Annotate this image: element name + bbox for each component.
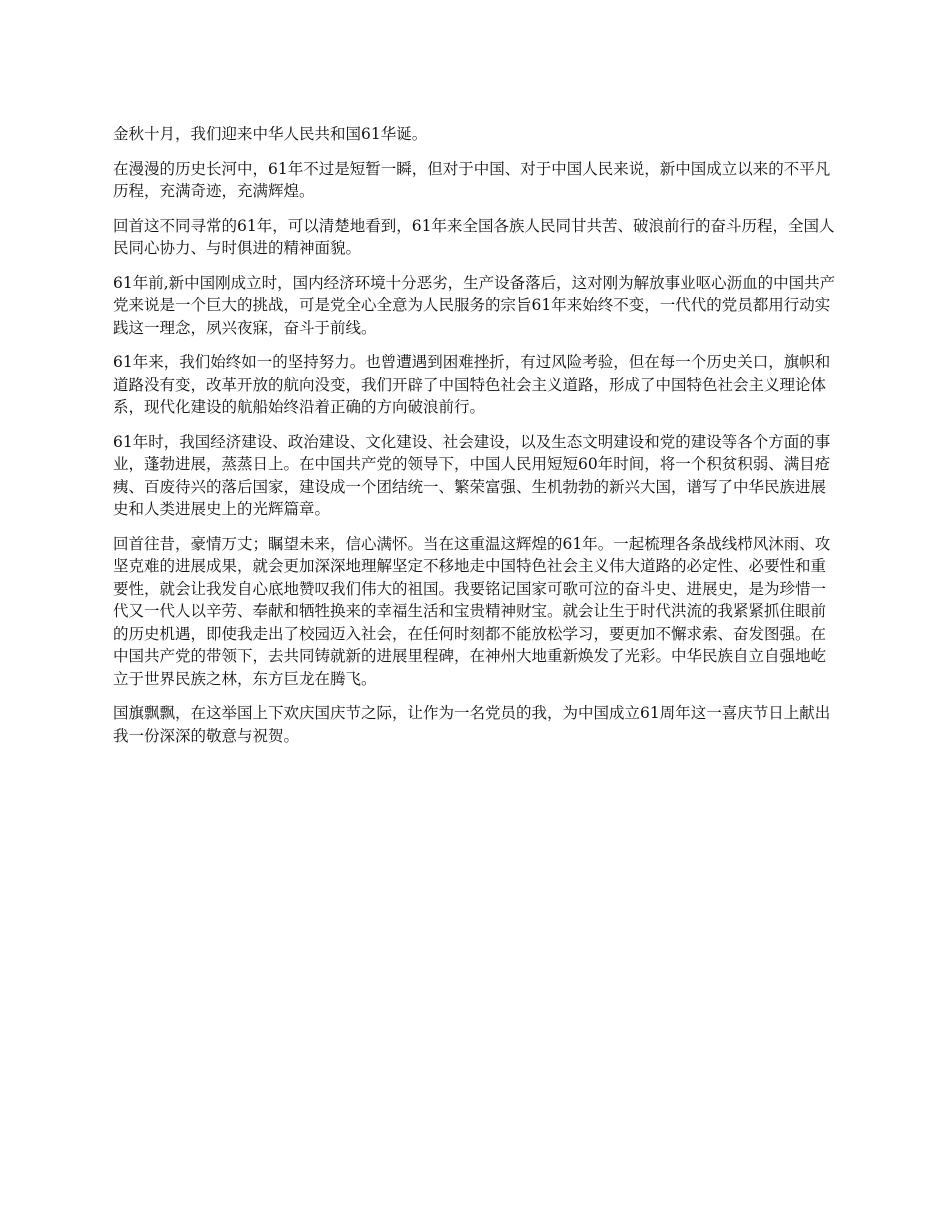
- paragraph-8: 国旗飘飘，在这举国上下欢庆国庆节之际，让作为一名党员的我，为中国成立61周年这一喜庆节日上献出我一份深深的敬意与祝贺。: [113, 704, 831, 745]
- document-body: [113, 123, 837, 759]
- paragraph-4: 61年前,新中国刚成立时，国内经济环境十分恶劣，生产设备落后，这对刚为解放事业呕心沥血的中国共产党来说是一个巨大的挑战，可是党全心全意为人民服务的宗旨61年来始终不变，一代代的党员都用行动实践这一理念，夙兴夜寐，奋斗于前线。: [113, 273, 836, 337]
- paragraph-5: 61年来，我们始终如一的坚持努力。也曾遭遇到困难挫折，有过风险考验，但在每一个历史关口，旗帜和道路没有变，改革开放的航向没变，我们开辟了中国特色社会主义道路，形成了中国特色社会主义理论体系，现代化建设的航船始终沿着正确的方向破浪前行。: [113, 353, 831, 416]
- paragraph-1: 金秋十月，我们迎来中华人民共和国61华诞。: [113, 125, 428, 143]
- paragraph-3: 回首这不同寻常的61年，可以清楚地看到，61年来全国各族人民同甘共苦、破浪前行的奋斗历程，全国人民同心协力、与时俱进的精神面貌。: [113, 216, 835, 257]
- paragraph-7: 回首往昔，豪情万丈；瞩望未来，信心满怀。当在这重温这辉煌的61年。一起梳理各条战线栉风沐雨、攻坚克难的进展成果，就会更加深深地理解坚定不移地走中国特色社会主义伟大道路的必定性、必要性和重要性，就会让我发自心底地赞叹我们伟大的祖国。我要铭记国家可歌可泣的奋斗史、进展史，是为珍惜一代又一代人以辛劳、奉献和牺牲换来的幸福生活和宝贵精神财宝。就会让生于时代洪流的我紧紧抓住眼前的历史机遇，即使我走出了校园迈入社会，在任何时刻都不能放松学习，要更加不懈求索、奋发图强。在中国共产党的带领下，去共同铸就新的进展里程碑，在神州大地重新焕发了光彩。中华民族自立自强地屹立于世界民族之林，东方巨龙在腾飞。: [113, 534, 831, 688]
- paragraph-6: 61年时，我国经济建设、政治建设、文化建设、社会建设，以及生态文明建设和党的建设等各个方面的事业，蓬勃进展，蒸蒸日上。在中国共产党的领导下，中国人民用短短60年时间，将一个积贫积弱、满目疮痍、百废待兴的落后国家，建设成一个团结统一、繁荣富强、生机勃勃的新兴大国，谱写了中华民族进展史和人类进展史上的光辉篇章。: [113, 432, 831, 518]
- paragraph-2: 在漫漫的历史长河中，61年不过是短暂一瞬，但对于中国、对于中国人民来说，新中国成立以来的不平凡历程，充满奇迹，充满辉煌。: [113, 159, 831, 200]
